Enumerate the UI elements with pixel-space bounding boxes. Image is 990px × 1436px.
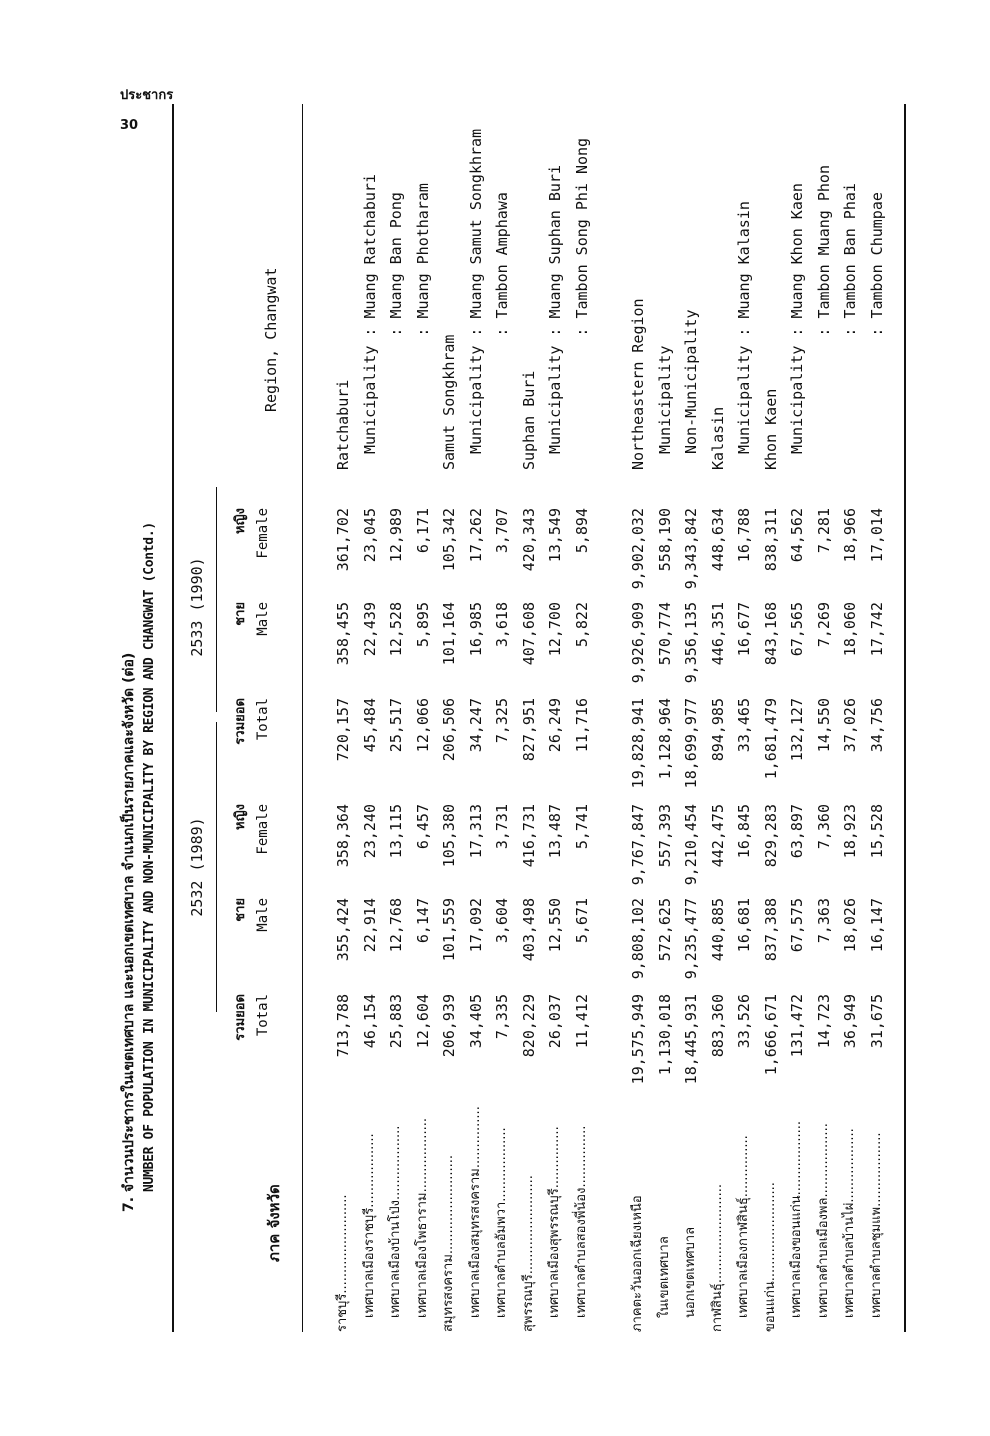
cell-t90: 720,157	[334, 698, 352, 762]
cell-f90: 16,788	[735, 508, 753, 563]
cell-m90: 9,926,909	[629, 602, 647, 684]
male-1989-header	[230, 898, 274, 996]
cell-t89: 1,130,018	[655, 994, 674, 1076]
table-row	[410, 104, 437, 1332]
cell-m90: 9,356,135	[682, 602, 700, 684]
row-label-en: Municipality	[655, 345, 674, 454]
cell-t89: 11,412	[572, 994, 591, 1049]
cell-t89: 1,666,671	[761, 994, 780, 1076]
cell-f89: 23,240	[360, 804, 379, 859]
row-label-th: เทศบาลเมืองกาฬสินธุ์...............	[736, 1135, 751, 1318]
cell-m89: 18,026	[841, 898, 859, 953]
cell-f90: 17,262	[466, 508, 485, 563]
cell-f89: 358,364	[334, 804, 352, 868]
table-title-th: 7. จำนวนประชากรในเขตเทศบาล และนอกเขตเทศบาล จำแนกเป็นรายภาคและจังหวัด (ต่อ)	[121, 652, 137, 1212]
cell-f90: 18,966	[841, 508, 859, 563]
female-th-label: หญิง	[233, 804, 248, 830]
table-row	[542, 104, 569, 1332]
cell-f89: 7,360	[814, 804, 833, 850]
cell-m89: 7,363	[814, 898, 833, 944]
row-label-en: Municipality : Muang Ratchaburi	[360, 174, 379, 454]
cell-t90: 827,951	[519, 698, 538, 762]
cell-t90: 26,249	[546, 698, 564, 753]
female-en-label: Female	[255, 804, 271, 855]
cell-f89: 18,923	[841, 804, 859, 859]
row-label-en: Municipality : Muang Kalasin	[735, 201, 753, 454]
row-label-th: สมุทรสงคราม........................	[441, 1154, 456, 1332]
cell-m89: 9,808,102	[629, 898, 647, 980]
cell-m89: 3,604	[493, 898, 511, 944]
total-1990-header	[230, 698, 274, 796]
table-row	[758, 104, 785, 1332]
total-en-label: Total	[255, 994, 271, 1037]
cell-m90: 407,608	[519, 602, 538, 666]
male-1990-header	[230, 602, 274, 700]
total-th-label: รวมยอด	[233, 698, 248, 745]
table-row	[357, 104, 384, 1332]
cell-f89: 3,731	[493, 804, 511, 850]
year-1990-header: 2533 (1990)	[188, 557, 206, 657]
cell-f90: 838,311	[761, 508, 780, 572]
cell-m90: 16,677	[735, 602, 753, 657]
cell-m89: 403,498	[519, 898, 538, 962]
cell-t89: 883,360	[708, 994, 727, 1058]
cell-t90: 1,681,479	[761, 698, 780, 780]
cell-m89: 440,885	[708, 898, 727, 962]
table-row	[516, 104, 543, 1332]
row-label-th: เทศบาลเมืองราชบุรี..................	[361, 1133, 377, 1318]
cell-f90: 7,281	[814, 508, 833, 554]
cell-t89: 18,445,931	[682, 994, 700, 1085]
cell-t90: 206,506	[440, 698, 458, 762]
cell-m89: 12,550	[546, 898, 564, 953]
cell-m89: 837,388	[761, 898, 780, 962]
row-label-th: เทศบาลเมืองโพธาราม..................	[414, 1118, 430, 1318]
row-label-en: Khon Kaen	[761, 388, 780, 470]
cell-t89: 12,604	[413, 994, 432, 1049]
cell-t89: 25,883	[387, 994, 405, 1049]
cell-f89: 13,115	[387, 804, 405, 859]
cell-m90: 570,774	[655, 602, 674, 666]
cell-t89: 46,154	[360, 994, 379, 1049]
cell-m90: 22,439	[360, 602, 379, 657]
table-row	[489, 104, 516, 1332]
cell-f89: 16,845	[735, 804, 753, 859]
cell-f90: 64,562	[788, 508, 806, 563]
row-label-en: Northeastern Region	[629, 298, 647, 470]
region-header-en: Region, Changwat	[262, 267, 280, 412]
cell-m89: 67,575	[788, 898, 806, 953]
cell-t90: 34,247	[466, 698, 485, 753]
table-row	[784, 104, 811, 1332]
year-1989-header: 2532 (1989)	[188, 817, 206, 917]
cell-m89: 5,671	[572, 898, 591, 944]
table-row	[383, 104, 410, 1332]
cell-m89: 16,147	[867, 898, 886, 953]
cell-m90: 18,060	[841, 602, 859, 657]
table-row	[569, 104, 596, 1332]
cell-t89: 36,949	[841, 994, 859, 1049]
row-label-th: เทศบาลเมืองขอนแก่น..................	[789, 1120, 804, 1318]
table-row	[436, 104, 463, 1332]
table-row	[652, 104, 679, 1332]
total-1989-header	[230, 994, 274, 1092]
female-1989-header	[230, 804, 274, 902]
cell-f90: 448,634	[708, 508, 727, 572]
cell-t89: 19,575,949	[629, 994, 647, 1085]
cell-f90: 23,045	[360, 508, 379, 563]
cell-f89: 63,897	[788, 804, 806, 859]
cell-f90: 361,702	[334, 508, 352, 572]
cell-m90: 358,455	[334, 602, 352, 666]
cell-f90: 558,190	[655, 508, 674, 572]
cell-f89: 17,313	[466, 804, 485, 859]
table-body	[330, 104, 906, 1332]
cell-t89: 34,405	[466, 994, 485, 1049]
cell-m90: 7,269	[814, 602, 833, 648]
table-row	[837, 104, 864, 1332]
cell-f89: 5,741	[572, 804, 591, 850]
row-label-th: เทศบาลตำบลสองพี่น้อง...............	[573, 1125, 589, 1318]
cell-t90: 894,985	[708, 698, 727, 762]
top-rule	[172, 104, 174, 1332]
cell-f89: 15,528	[867, 804, 886, 859]
cell-f90: 6,171	[413, 508, 432, 554]
row-label-en: : Tambon Muang Phon	[814, 165, 833, 454]
row-label-th: เทศบาลเมืองสุพรรณบุรี...............	[547, 1126, 562, 1318]
cell-t90: 132,127	[788, 698, 806, 762]
table-row	[705, 104, 732, 1332]
cell-f90: 420,343	[519, 508, 538, 572]
cell-t90: 1,128,964	[655, 698, 674, 780]
cell-m90: 446,351	[708, 602, 727, 666]
cell-f90: 3,707	[493, 508, 511, 554]
row-label-th: ขอนแก่น........................	[762, 1182, 778, 1332]
cell-t90: 33,465	[735, 698, 753, 753]
row-label-th: กาฬสินธุ์........................	[709, 1184, 725, 1332]
row-label-en: : Tambon Song Phi Nong	[572, 137, 591, 454]
cell-t90: 14,550	[814, 698, 833, 753]
cell-f90: 105,342	[440, 508, 458, 572]
cell-f90: 13,549	[546, 508, 564, 563]
cell-f89: 105,380	[440, 804, 458, 868]
cell-t90: 19,828,941	[629, 698, 647, 789]
row-label-en: Samut Songkhram	[440, 334, 458, 470]
table-row	[463, 104, 490, 1332]
row-label-en: Kalasin	[708, 406, 727, 470]
cell-t89: 131,472	[788, 994, 806, 1058]
row-label-th: เทศบาลตำบลชุมแพ..................	[868, 1132, 884, 1318]
row-label-th: ภาคตะวันออกเฉียงเหนือ	[630, 1195, 645, 1332]
cell-t89: 7,335	[493, 994, 511, 1040]
region-header-th: ภาค จังหวัด	[265, 1184, 283, 1262]
female-1990-header	[230, 508, 274, 606]
cell-f89: 13,487	[546, 804, 564, 859]
row-label-en: : Muang Ban Pong	[387, 192, 405, 454]
row-label-en: Municipality : Muang Khon Kaen	[788, 183, 806, 454]
cell-t90: 18,699,977	[682, 698, 700, 789]
total-en-label: Total	[255, 698, 271, 741]
cell-f90: 9,902,032	[629, 508, 647, 590]
cell-t89: 33,526	[735, 994, 753, 1049]
row-label-en: : Tambon Ban Phai	[841, 183, 859, 454]
row-label-th: เทศบาลเมืองบ้านโป่ง..................	[388, 1125, 403, 1318]
female-th-label: หญิง	[233, 508, 248, 534]
cell-m90: 3,618	[493, 602, 511, 648]
cell-f89: 442,475	[708, 804, 727, 868]
cell-f90: 17,014	[867, 508, 886, 563]
table-row	[811, 104, 838, 1332]
cell-m89: 12,768	[387, 898, 405, 953]
row-label-en: Municipality : Muang Samut Songkhram	[466, 128, 485, 454]
table-row	[678, 104, 705, 1332]
cell-t89: 14,723	[814, 994, 833, 1049]
cell-m89: 9,235,477	[682, 898, 700, 980]
row-label-th: เทศบาลตำบลบ้านไผ่..................	[842, 1128, 857, 1318]
cell-t90: 12,066	[413, 698, 432, 753]
year-1990-underline	[216, 487, 217, 712]
row-label-en: Municipality : Muang Suphan Buri	[546, 165, 564, 454]
cell-f90: 9,343,842	[682, 508, 700, 590]
cell-t90: 45,484	[360, 698, 379, 753]
cell-m89: 22,914	[360, 898, 379, 953]
cell-m90: 5,895	[413, 602, 432, 648]
row-label-th: เทศบาลตำบลอัมพวา..................	[494, 1127, 509, 1318]
cell-t90: 37,026	[841, 698, 859, 753]
table-row	[330, 104, 357, 1332]
cell-m89: 355,424	[334, 898, 352, 962]
cell-t89: 713,788	[334, 994, 352, 1058]
rotated-table-block	[112, 104, 886, 1332]
cell-f89: 416,731	[519, 804, 538, 868]
cell-t89: 31,675	[867, 994, 886, 1049]
cell-m89: 16,681	[735, 898, 753, 953]
table-row	[731, 104, 758, 1332]
cell-f90: 12,989	[387, 508, 405, 563]
cell-m90: 16,985	[466, 602, 485, 657]
total-th-label: รวมยอด	[233, 994, 248, 1041]
cell-t90: 7,325	[493, 698, 511, 744]
group-spacer	[595, 104, 625, 1332]
cell-t89: 26,037	[546, 994, 564, 1049]
cell-m90: 5,822	[572, 602, 591, 648]
row-label-en: : Muang Photharam	[413, 183, 432, 454]
header-rule	[302, 104, 303, 1332]
male-th-label: ชาย	[233, 602, 248, 626]
row-label-en: : Tambon Chumpae	[867, 192, 886, 454]
cell-m89: 101,559	[440, 898, 458, 962]
cell-t90: 11,716	[572, 698, 591, 753]
row-label-en: : Tambon Amphawa	[493, 192, 511, 454]
cell-m90: 67,565	[788, 602, 806, 657]
cell-t90: 25,517	[387, 698, 405, 753]
cell-m90: 12,700	[546, 602, 564, 657]
row-label-th: นอกเขตเทศบาล	[683, 1226, 698, 1318]
year-1989-underline	[216, 722, 217, 1012]
cell-m89: 6,147	[413, 898, 432, 944]
row-label-th: ราชบุรี........................	[335, 1194, 350, 1332]
cell-f89: 6,457	[413, 804, 432, 850]
cell-t90: 34,756	[867, 698, 886, 753]
male-th-label: ชาย	[233, 898, 248, 922]
cell-t89: 206,939	[440, 994, 458, 1058]
row-label-th: ในเขตเทศบาล	[656, 1236, 672, 1318]
cell-f89: 9,767,847	[629, 804, 647, 886]
male-en-label: Male	[255, 602, 271, 636]
cell-m90: 17,742	[867, 602, 886, 657]
table-row	[864, 104, 891, 1332]
cell-f90: 5,894	[572, 508, 591, 554]
table-row	[625, 104, 652, 1332]
cell-f89: 829,283	[761, 804, 780, 868]
cell-m90: 843,168	[761, 602, 780, 666]
page-section-label: ประชากร	[120, 88, 174, 103]
page-number: 30	[120, 118, 139, 133]
table-title-en: NUMBER OF POPULATION IN MUNICIPALITY AND NON-MUNICIPALITY BY REGION AND CHANGWAT (Contd.)	[142, 522, 157, 1192]
bottom-rule	[904, 104, 906, 1332]
row-label-th: สุพรรณบุรี........................	[520, 1175, 536, 1332]
row-label-en: Ratchaburi	[334, 379, 352, 470]
cell-m89: 17,092	[466, 898, 485, 953]
row-label-th: เทศบาลตำบลเมืองพล..................	[815, 1123, 831, 1318]
female-en-label: Female	[255, 508, 271, 559]
cell-m89: 572,625	[655, 898, 674, 962]
cell-m90: 101,164	[440, 602, 458, 666]
cell-m90: 12,528	[387, 602, 405, 657]
row-label-en: Non-Municipality	[682, 309, 700, 454]
row-label-en: Suphan Buri	[519, 370, 538, 470]
row-label-th: เทศบาลเมืองสมุทรสงคราม...............	[467, 1106, 483, 1318]
cell-t89: 820,229	[519, 994, 538, 1058]
male-en-label: Male	[255, 898, 271, 932]
cell-f89: 557,393	[655, 804, 674, 868]
cell-f89: 9,210,454	[682, 804, 700, 886]
